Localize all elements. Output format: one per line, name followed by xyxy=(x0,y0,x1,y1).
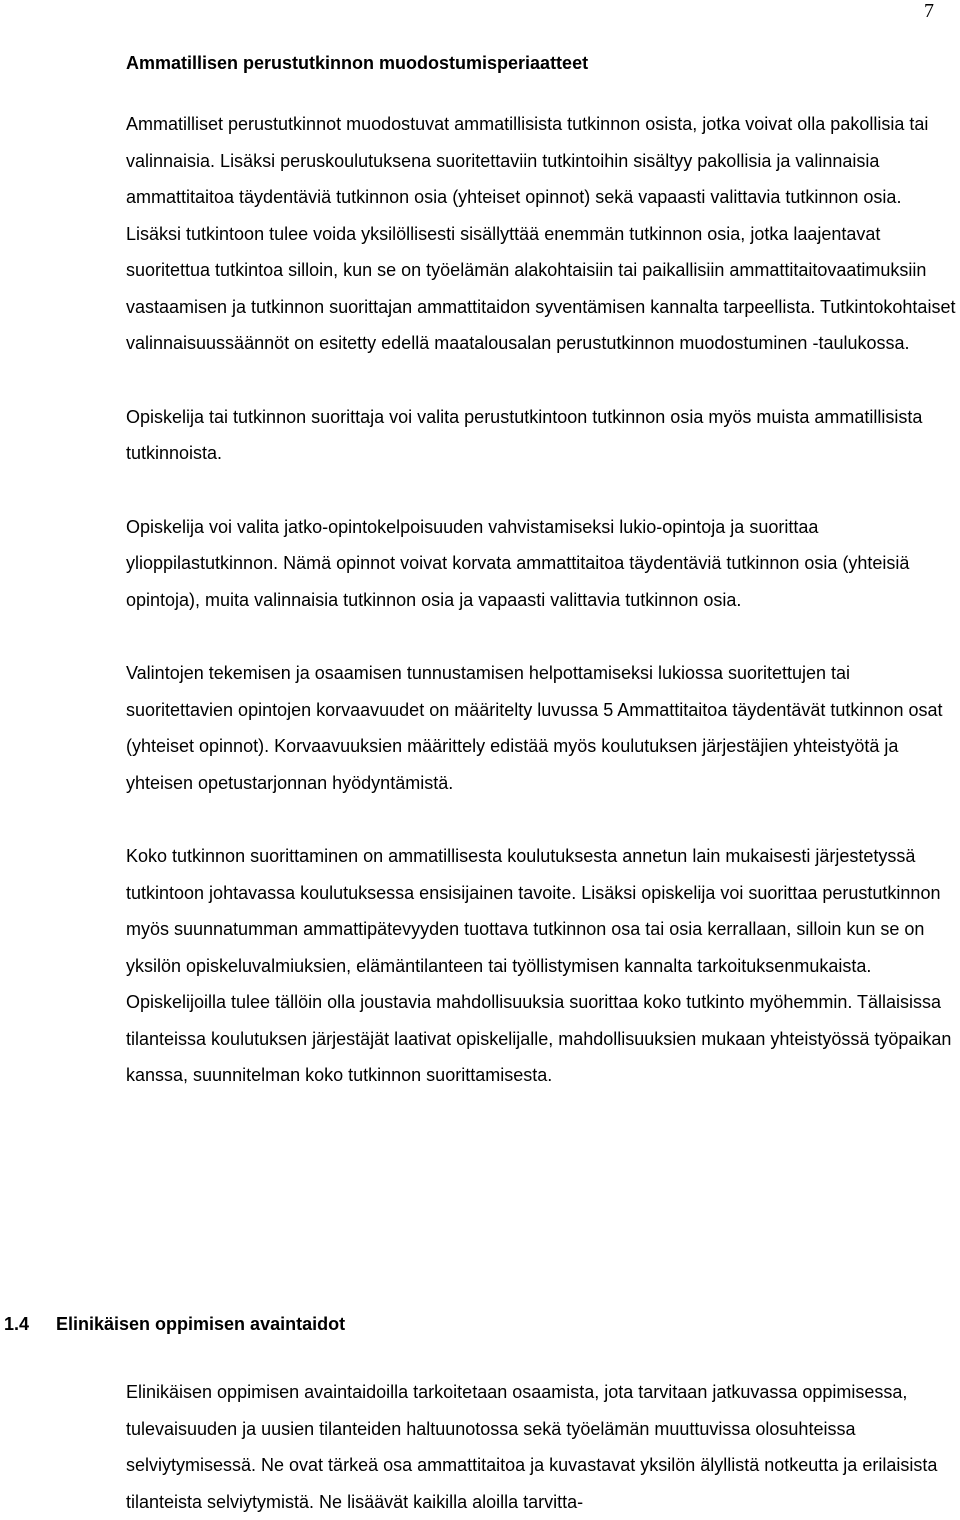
heading-degree-structure: Ammatillisen perustutkinnon muodostumisperiaatteet xyxy=(126,53,589,73)
paragraph-full-degree: Koko tutkinnon suorittaminen on ammatillisesta koulutuksesta annetun lain mukaisesti järjestetyssä tutkintoon johtavassa koulutuksessa ensisijainen tavoite. Lisäksi opiskelija voi suorittaa perustutkinnon myös suunnatumman ammattipätevyyden tuottava tutkinnon osa tai osia kerrallaan, silloin kun se on yksilön opiskeluvalmiuksien, elämäntilanteen tai työllistymisen kannalta tarkoituksenmukaista. Opiskelijoilla tulee tällöin olla joustavia mahdollisuuksia suorittaa koko tutkinto myöhemmin. Tällaisissa tilanteissa koulutuksen järjestäjät laativat opiskelijalle, mahdollisuuksien mukaan yhteistyössä työpaikan kanssa, suunnitelman koko tutkinnon suorittamisesta. xyxy=(126,846,952,1085)
paragraph-key-skills: Elinikäisen oppimisen avaintaidoilla tarkoitetaan osaamista, jota tarvitaan jatkuvassa oppimisessa, tulevaisuuden ja uusien tilanteiden haltuunotossa sekä työelämän muuttuvissa olosuhteissa selviytymisessä. Ne ovat tärkeä osa ammattitaitoa ja kuvastavat yksilön älyllistä notkeutta ja erilaisista tilanteista selviytymistä. Ne lisäävät kaikilla aloilla tarvitta- xyxy=(126,1382,938,1512)
section-title: Elinikäisen oppimisen avaintaidot xyxy=(56,1314,346,1334)
paragraph-upper-secondary-studies: Opiskelija voi valita jatko-opintokelpoisuuden vahvistamiseksi lukio-opintoja ja suorittaa ylioppilastutkinnon. Nämä opinnot voivat korvata ammattitaitoa täydentäviä tutkinnon osia (yhteisiä opintoja), muita valinnaisia tutkinnon osia ja vapaasti valittavia tutkinnon osia. xyxy=(126,516,910,610)
section-number: 1.4 xyxy=(4,1314,30,1334)
section-heading-lifelong-learning xyxy=(0,1312,345,1336)
paragraph-degree-composition: Ammatilliset perustutkinnot muodostuvat ammatillisista tutkinnon osista, jotka voivat olla pakollisia tai valinnaisia. Lisäksi peruskoulutuksena suoritettaviin tutkintoihin sisältyy pakollisia ja valinnaisia ammattitaitoa täydentäviä tutkinnon osia (yhteiset opinnot) sekä vapaasti valittavia tutkinnon osia. Lisäksi tutkintoon tulee voida yksilöllisesti sisällyttää enemmän tutkinnon osia, jotka laajentavat suoritettua tutkintoa silloin, kun se on työelämän alakohtaisiin tai paikallisiin ammattitaitovaatimuksiin vastaamisen ja tutkinnon suorittajan ammattitaidon syventämisen kannalta tarpeellista. Tutkintokohtaiset valinnaisuussäännöt on esitetty edellä maatalousalan perustutkinnon muodostuminen -taulukossa. xyxy=(126,114,956,353)
paragraph-equivalences: Valintojen tekemisen ja osaamisen tunnustamisen helpottamiseksi lukiossa suoritettujen tai suoritettavien opintojen korvaavuudet on määritelty luvussa 5 Ammattitaitoa täydentävät tutkinnon osat (yhteiset opinnot). Korvaavuuksien määrittely edistää myös koulutuksen järjestäjien yhteistyötä ja yhteisen opetustarjonnan hyödyntämistä. xyxy=(126,663,943,793)
paragraph-other-qualifications: Opiskelija tai tutkinnon suorittaja voi valita perustutkintoon tutkinnon osia myös muista ammatillisista tutkinnoista. xyxy=(126,406,923,463)
document-body xyxy=(126,52,956,1094)
page-number: 7 xyxy=(924,0,934,22)
section-body xyxy=(126,1374,956,1520)
